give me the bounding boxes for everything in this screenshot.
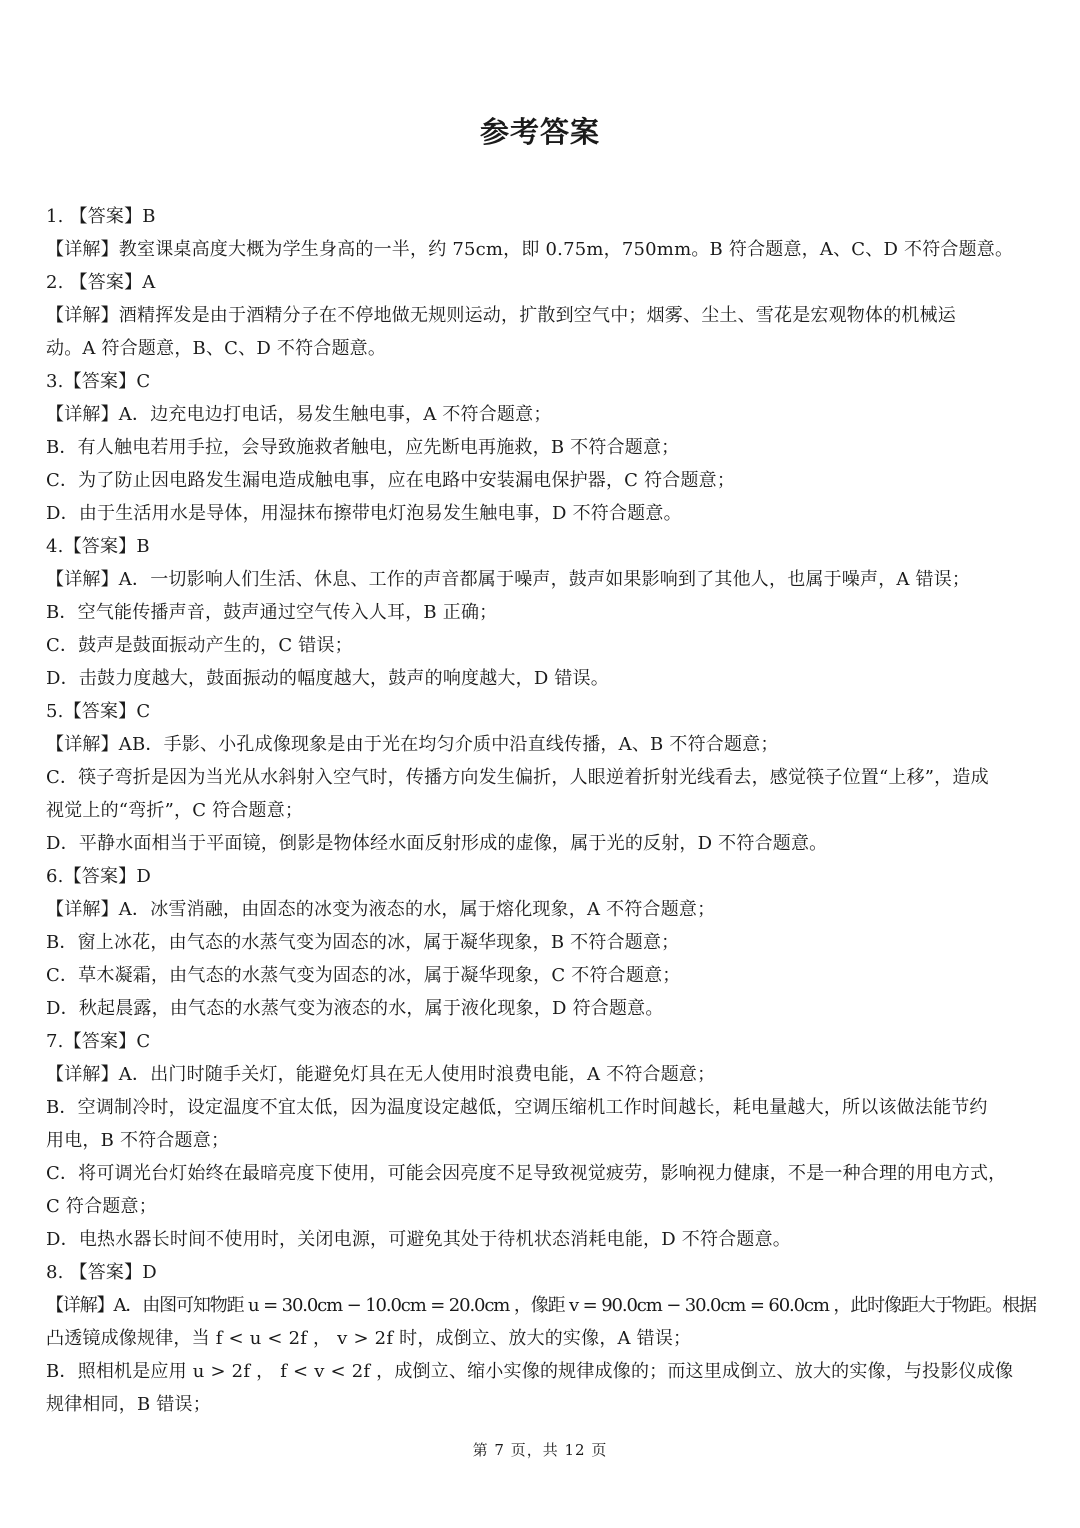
text-line: D．电热水器长时间不使用时，关闭电源，可避免其处于待机状态消耗电能，D 不符合题意。 <box>46 1229 791 1250</box>
text-line: B．空调制冷时，设定温度不宜太低，因为温度设定越低，空调压缩机工作时间越长，耗电量越大，所以该做法能节约 <box>46 1097 988 1118</box>
text-line: C．为了防止因电路发生漏电造成触电事，应在电路中安装漏电保护器，C 符合题意； <box>46 470 736 491</box>
text-line: 视觉上的“弯折”，C 符合题意； <box>46 800 304 821</box>
text-line: D．平静水面相当于平面镜，倒影是物体经水面反射形成的虚像，属于光的反射，D 不符合题意。 <box>46 833 828 854</box>
text-line: 4.【答案】B <box>46 536 150 557</box>
text-line: 1. 【答案】B <box>46 206 156 227</box>
text-line: 动。A 符合题意，B、C、D 不符合题意。 <box>46 338 387 359</box>
text-line: 凸透镜成像规律，当 f < u < 2f ， v > 2f 时，成倒立、放大的实像，A 错误； <box>46 1328 692 1349</box>
page-footer: 第 7 页，共 12 页 <box>472 1441 608 1459</box>
text-line: 【详解】A．出门时随手关灯，能避免灯具在无人使用时浪费电能，A 不符合题意； <box>46 1064 716 1085</box>
text-line: 【详解】A．冰雪消融，由固态的冰变为液态的水，属于熔化现象，A 不符合题意； <box>46 899 716 920</box>
text-line: 用电，B 不符合题意； <box>46 1130 230 1151</box>
text-line: C 符合题意； <box>46 1196 157 1217</box>
text-line: 3.【答案】C <box>46 371 151 392</box>
text-line: C．筷子弯折是因为当光从水斜射入空气时，传播方向发生偏折，人眼逆着折射光线看去，感觉筷子位置“上移”，造成 <box>46 767 989 788</box>
text-line: 6.【答案】D <box>46 866 152 887</box>
text-line: D．击鼓力度越大，鼓面振动的幅度越大，鼓声的响度越大，D 错误。 <box>46 668 609 689</box>
text-line: B．窗上冰花，由气态的水蒸气变为固态的冰，属于凝华现象，B 不符合题意； <box>46 932 680 953</box>
text-line: 【详解】A．一切影响人们生活、休息、工作的声音都属于噪声，鼓声如果影响到了其他人，也属于噪声，A 错误； <box>46 569 971 590</box>
text-line: 【详解】教室课桌高度大概为学生身高的一半，约 75cm，即 0.75m，750mm。B 符合题意，A、C、D 不符合题意。 <box>46 239 1014 260</box>
text-line: C．将可调光台灯始终在最暗亮度下使用，可能会因亮度不足导致视觉疲劳，影响视力健康，不是一种合理的用电方式， <box>46 1163 1007 1184</box>
text-line: 【详解】A．由图可知物距 u = 30.0cm − 10.0cm = 20.0cm ，像距 v = 90.0cm − 30.0cm = 60.0cm ，此时像距大于物距。根据 <box>46 1295 1036 1316</box>
text-line: B．照相机是应用 u > 2f ， f < v < 2f ，成倒立、缩小实像的规律成像的；而这里成倒立、放大的实像，与投影仪成像 <box>46 1361 1014 1382</box>
answer-content <box>46 200 1036 1421</box>
text-line: 2. 【答案】A <box>46 272 156 293</box>
text-line: D．由于生活用水是导体，用湿抹布擦带电灯泡易发生触电事，D 不符合题意。 <box>46 503 682 524</box>
text-line: 8. 【答案】D <box>46 1262 157 1283</box>
text-line: D．秋起晨露，由气态的水蒸气变为液态的水，属于液化现象，D 符合题意。 <box>46 998 664 1019</box>
text-line: 规律相同，B 错误； <box>46 1394 211 1415</box>
text-line: B．有人触电若用手拉，会导致施救者触电，应先断电再施救，B 不符合题意； <box>46 437 680 458</box>
text-line: 【详解】AB．手影、小孔成像现象是由于光在均匀介质中沿直线传播，A、B 不符合题意； <box>46 734 779 755</box>
text-line: 5.【答案】C <box>46 701 151 722</box>
text-line: 7.【答案】C <box>46 1031 151 1052</box>
text-line: C．草木凝霜，由气态的水蒸气变为固态的冰，属于凝华现象，C 不符合题意； <box>46 965 681 986</box>
text-line: 【详解】A．边充电边打电话，易发生触电事，A 不符合题意； <box>46 404 552 425</box>
page-title: 参考答案 <box>479 115 600 149</box>
text-line: B．空气能传播声音，鼓声通过空气传入人耳，B 正确； <box>46 602 498 623</box>
text-line: C．鼓声是鼓面振动产生的，C 错误； <box>46 635 353 656</box>
text-line: 【详解】酒精挥发是由于酒精分子在不停地做无规则运动，扩散到空气中；烟雾、尘土、雪花是宏观物体的机械运 <box>46 305 956 326</box>
